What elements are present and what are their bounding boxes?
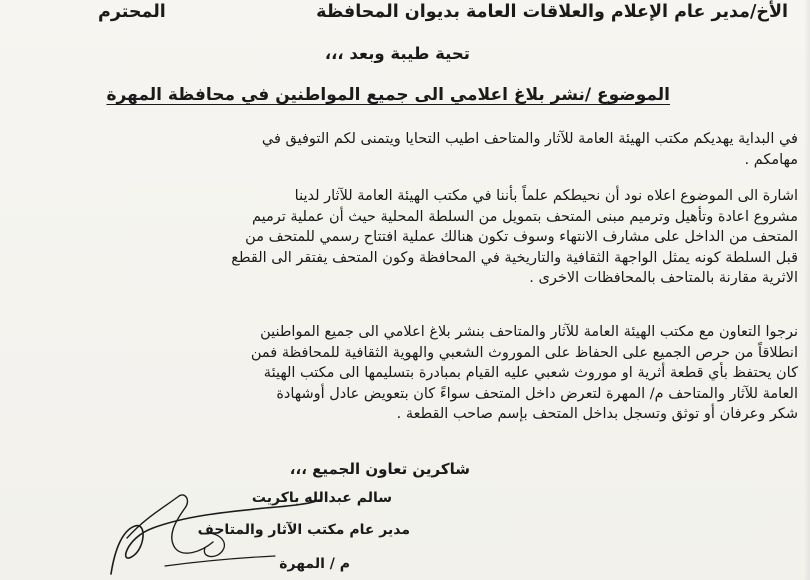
signatory-place: م / المهرة [279, 556, 350, 572]
closing-line: شاكرين تعاون الجميع ،،، [289, 460, 470, 478]
paragraph-line: انطلاقاً من حرص الجميع على الحفاظ على الموروث الشعبي والهوية الثقافية للمحافظة فمن [250, 344, 798, 361]
paragraph-line: في البداية يهديكم مكتب الهيئة العامة للآثار والمتاحف اطيب التحايا ويتمنى لكم التوفيق في [261, 131, 798, 147]
honorific: المحترم [98, 2, 166, 22]
paragraph-line: اشارة الى الموضوع اعلاه نود أن نحيطكم علماً بأننا في مكتب الهيئة العامة للآثار لدينا [294, 188, 798, 204]
paragraph-line: كان يحتفظ بأي قطعة أثرية او موروث شعبي عليه القيام بمبادرة بتسليمها الى مكتب الهيئة [263, 365, 798, 381]
signatory-title: مدير عام مكتب الآثار والمتاحف [197, 522, 410, 538]
paragraph-line: الاثرية مقارنة بالمتاحف بالمحافظات الاخرى . [529, 270, 798, 286]
greeting: تحية طيبة وبعد ،،، [324, 44, 470, 63]
addressee-line [98, 2, 788, 22]
paragraph-line: المتحف من الداخل على مشارف الانتهاء وسوف تكون هنالك عملية افتتاح رسمي للمتحف من [245, 229, 798, 245]
paragraph-request [112, 322, 798, 425]
subject-line: الموضوع /نشر بلاغ اعلامي الى جميع المواطنين في محافظة المهرة [106, 85, 670, 105]
page-edge-shadow [804, 0, 810, 580]
paragraph-line: مهامكم . [744, 151, 798, 168]
paragraph-line: شكر وعرفان أو توثق وتسجل بداخل المتحف بإسم صاحب القطعة . [396, 406, 798, 422]
paragraph-line: قبل السلطة كونه يمثل الواجهة الثقافية والتاريخية في المحافظة وكون المتحف يفتقر الى القطع [231, 249, 798, 266]
paragraph-line: نرجوا التعاون مع مكتب الهيئة العامة للآثار والمتاحف بنشر بلاغ اعلامي الى جميع المواطنين [260, 324, 798, 340]
paragraph-line: العامة للآثار والمتاحف م/ المهرة لتعرض داخل المتحف سواءً كان بتعويض عادل أوشهادة [276, 385, 798, 402]
signatory-name: سالم عبدالله باكريت [251, 490, 392, 506]
paragraph-line: مشروع اعادة وتأهيل وترميم مبنى المتحف بتمويل من السلطة المحلية حيث أن عملية ترميم [251, 208, 798, 225]
paragraph-museum-project [112, 186, 798, 289]
handwritten-signature [105, 478, 325, 580]
paragraph-intro [112, 129, 798, 170]
addressee-text: الأخ/مدير عام الإعلام والعلاقات العامة بديوان المحافظة [316, 2, 788, 22]
